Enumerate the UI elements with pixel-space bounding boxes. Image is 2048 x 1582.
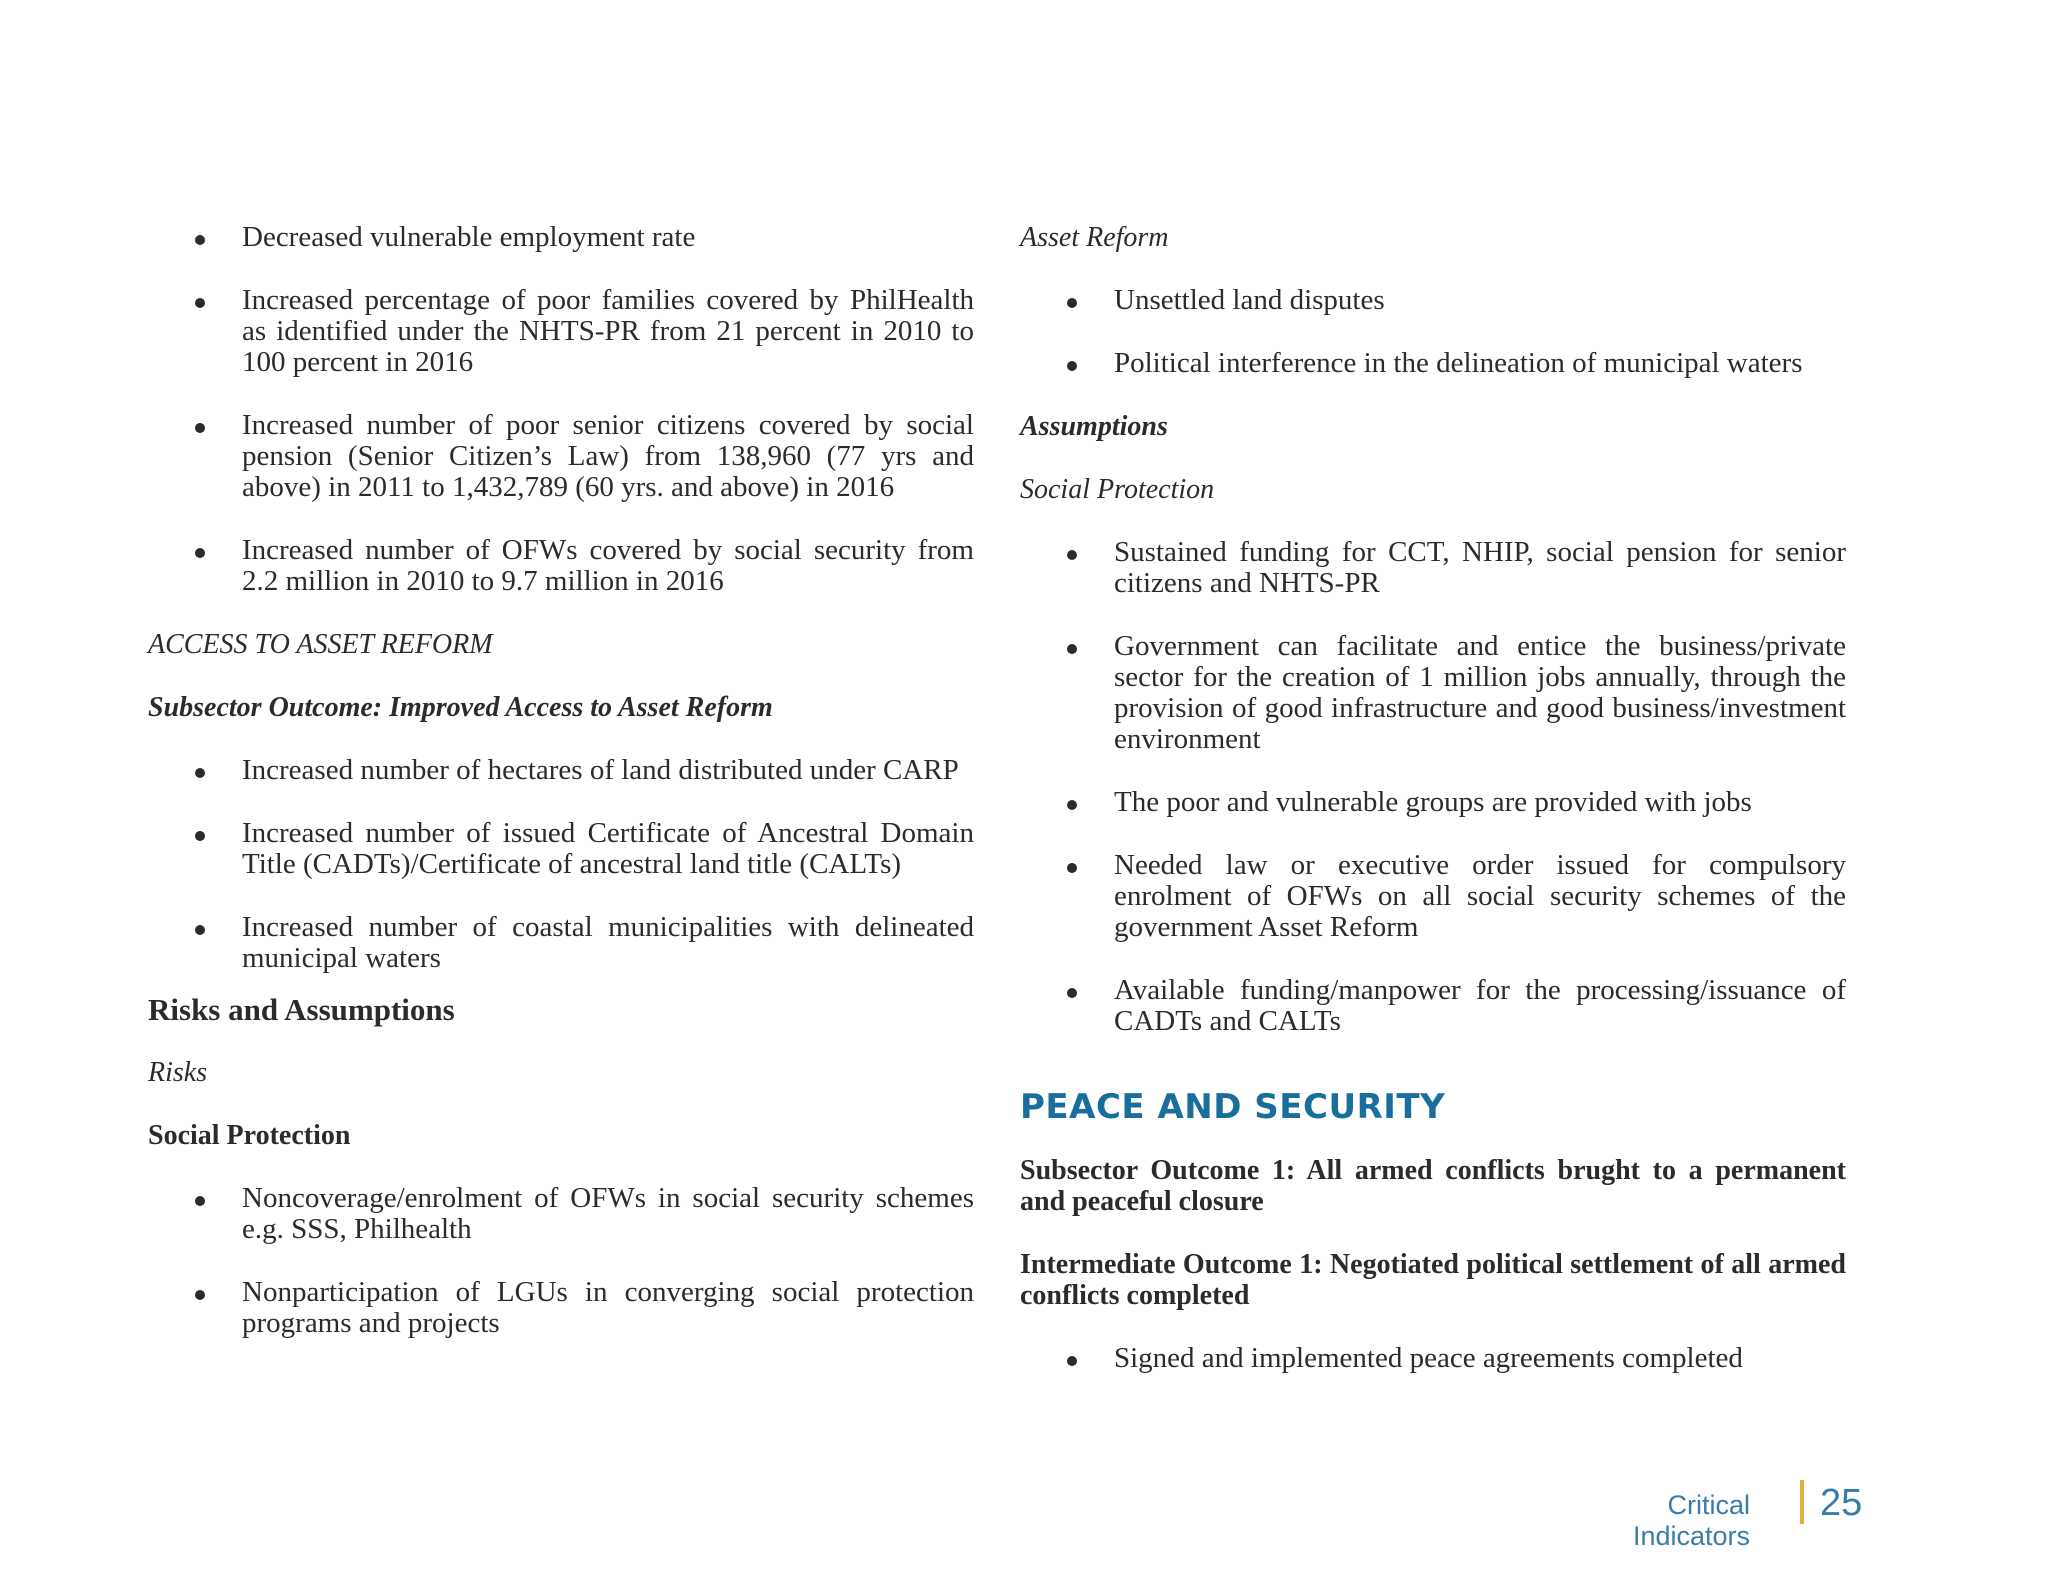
outcome-indicators-list bbox=[148, 222, 974, 597]
asset-reform-label: Asset Reform bbox=[1020, 222, 1169, 253]
social-protection-label: Social Protection bbox=[1020, 474, 1215, 505]
bullet-icon bbox=[1067, 863, 1077, 873]
bullet-icon bbox=[195, 831, 205, 841]
bullet-icon bbox=[1067, 800, 1077, 810]
list-item: Nonparticipation of LGUs in converging social protection programs and projects bbox=[148, 1277, 974, 1339]
bullet-icon bbox=[195, 768, 205, 778]
asset-reform-indicators-list bbox=[148, 755, 974, 974]
list-item: The poor and vulnerable groups are provided with jobs bbox=[1020, 787, 1846, 818]
bullet-icon bbox=[195, 298, 205, 308]
bullet-icon bbox=[1067, 298, 1077, 308]
page-number: 25 bbox=[1820, 1482, 1863, 1524]
left-column bbox=[148, 222, 974, 1371]
bullet-icon bbox=[195, 1196, 205, 1206]
bullet-icon bbox=[1067, 550, 1077, 560]
social-protection-label: Social Protection bbox=[148, 1120, 351, 1151]
bullet-icon bbox=[1067, 361, 1077, 371]
list-item: Increased number of OFWs covered by social security from 2.2 million in 2010 to 9.7 million in 2016 bbox=[148, 535, 974, 597]
right-column bbox=[1020, 222, 1846, 1406]
list-item: Government can facilitate and entice the business/private sector for the creation of 1 million jobs annually, through the provision of good infrastructure and good business/investment environment bbox=[1020, 631, 1846, 755]
list-item: Available funding/manpower for the processing/issuance of CADTs and CALTs bbox=[1020, 975, 1846, 1037]
list-item: Sustained funding for CCT, NHIP, social pension for senior citizens and NHTS-PR bbox=[1020, 537, 1846, 599]
list-item: Increased number of coastal municipalities with delineated municipal waters bbox=[148, 912, 974, 974]
peace-indicators-list bbox=[1020, 1343, 1846, 1374]
footer-divider bbox=[1800, 1480, 1804, 1524]
bullet-icon bbox=[1067, 1356, 1077, 1366]
bullet-icon bbox=[195, 548, 205, 558]
list-item: Unsettled land disputes bbox=[1020, 285, 1846, 316]
footer-section-label: Critical Indicators bbox=[1632, 1490, 1750, 1551]
list-item: Increased number of issued Certificate of Ancestral Domain Title (CADTs)/Certificate of ancestral land title (CALTs) bbox=[148, 818, 974, 880]
subsector-outcome-heading: Subsector Outcome: Improved Access to Asset Reform bbox=[148, 692, 773, 723]
risks-and-assumptions-heading: Risks and Assumptions bbox=[148, 992, 455, 1027]
subsector-outcome-1: Subsector Outcome 1: All armed conflicts brught to a permanent and peaceful closure bbox=[1020, 1155, 1846, 1217]
bullet-icon bbox=[195, 1290, 205, 1300]
asset-reform-risks-list bbox=[1020, 285, 1846, 379]
list-item: Decreased vulnerable employment rate bbox=[148, 222, 974, 253]
list-item: Increased percentage of poor families covered by PhilHealth as identified under the NHTS-PR from 21 percent in 2010 to 100 percent in 2016 bbox=[148, 285, 974, 378]
list-item: Needed law or executive order issued for compulsory enrolment of OFWs on all social security schemes of the government Asset Reform bbox=[1020, 850, 1846, 943]
list-item: Political interference in the delineation of municipal waters bbox=[1020, 348, 1846, 379]
list-item: Signed and implemented peace agreements completed bbox=[1020, 1343, 1846, 1374]
bullet-icon bbox=[195, 235, 205, 245]
intermediate-outcome-1: Intermediate Outcome 1: Negotiated political settlement of all armed conflicts completed bbox=[1020, 1249, 1846, 1311]
list-item: Increased number of poor senior citizens covered by social pension (Senior Citizen’s Law) from 138,960 (77 yrs and above) in 2011 to 1,432,789 (60 yrs. and above) in 2016 bbox=[148, 410, 974, 503]
risks-label: Risks bbox=[148, 1057, 208, 1088]
bullet-icon bbox=[1067, 988, 1077, 998]
page-footer bbox=[1560, 1480, 1900, 1551]
assumptions-list bbox=[1020, 537, 1846, 1037]
assumptions-label: Assumptions bbox=[1020, 411, 1168, 442]
list-item: Increased number of hectares of land distributed under CARP bbox=[148, 755, 974, 786]
bullet-icon bbox=[195, 423, 205, 433]
bullet-icon bbox=[195, 925, 205, 935]
list-item: Noncoverage/enrolment of OFWs in social security schemes e.g. SSS, Philhealth bbox=[148, 1183, 974, 1245]
bullet-icon bbox=[1067, 644, 1077, 654]
peace-and-security-heading: PEACE AND SECURITY bbox=[1020, 1087, 1446, 1127]
access-to-asset-reform-heading: ACCESS TO ASSET REFORM bbox=[148, 629, 493, 660]
risks-list bbox=[148, 1183, 974, 1339]
